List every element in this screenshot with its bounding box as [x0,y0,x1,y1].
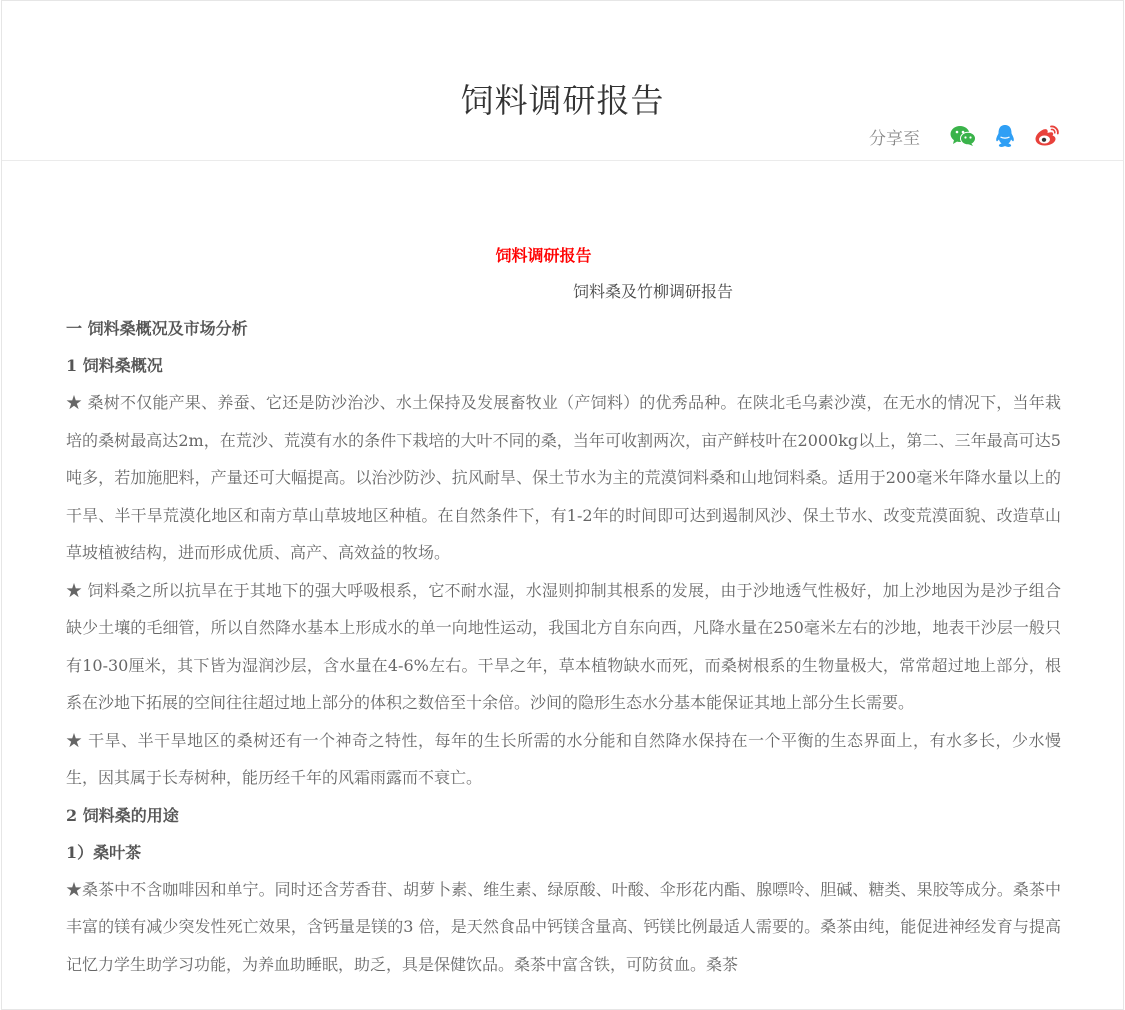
article-subtitle: 饲料桑及竹柳调研报告 [573,282,734,301]
qq-icon[interactable] [991,122,1019,150]
paragraph: ★ 饲料桑之所以抗旱在于其地下的强大呼吸根系，它不耐水湿，水湿则抑制其根系的发展，由于沙地透气性极好，加上沙地因为是沙子组合缺少土壤的毛细管，所以自然降水基本上形成水的单一向地性运动，我国北方自东向西，凡降水量在250毫米左右的沙地，地表干沙层一般只有10-30厘米，其下皆为湿润沙层，含水量在4-6%左右。干旱之年，草本植物缺水而死，而桑树根系的生物量极大，常常超过地上部分，根系在沙地下拓展的空间往往超过地上部分的体积之数倍至十余倍。沙间的隐形生态水分基本能保证其地上部分生长需要。 [66,580,1061,712]
paragraph: ★ 干旱、半干旱地区的桑树还有一个神奇之特性，每年的生长所需的水分能和自然降水保持在一个平衡的生态界面上，有水多长，少水慢生，因其属于长寿树种，能历经千年的风霜雨露而不衰亡。 [66,730,1061,787]
subsection-heading: 1）桑叶茶 [66,842,142,862]
page-title: 饲料调研报告 [460,81,665,121]
section-heading: 一 饲料桑概况及市场分析 [66,319,248,338]
wechat-icon[interactable] [949,122,977,150]
page-header [2,1,1123,161]
article-title: 饲料调研报告 [495,246,592,265]
weibo-icon[interactable] [1033,122,1061,150]
paragraph: ★ 桑树不仅能产果、养蚕、它还是防沙治沙、水土保持及发展畜牧业（产饲料）的优秀品种。在陕北毛乌素沙漠，在无水的情况下，当年栽培的桑树最高达2m，在荒沙、荒漠有水的条件下栽培的大叶不同的桑，当年可收割两次，亩产鲜枝叶在2000kg以上，第二、三年最高可达5吨多，若加施肥料，产量还可大幅提高。以治沙防沙、抗风耐旱、保土节水为主的荒漠饲料桑和山地饲料桑。适用于200毫米年降水量以上的干旱、半干旱荒漠化地区和南方草山草坡地区种植。在自然条件下，有1-2年的时间即可达到遏制风沙、保土节水、改变荒漠面貌、改造草山草坡植被结构，进而形成优质、高产、高效益的牧场。 [66,393,1061,562]
page [1,0,1124,1010]
subsection-heading: 1 饲料桑概况 [66,356,163,375]
article-body [66,239,1061,983]
subsection-heading: 2 饲料桑的用途 [66,805,179,825]
paragraph: ★桑茶中不含咖啡因和单宁。同时还含芳香苷、胡萝卜素、维生素、绿原酸、叶酸、伞形花内酯、腺嘌呤、胆碱、糖类、果胶等成分。桑茶中丰富的镁有减少突发性死亡效果，含钙量是镁的3 倍，是天然食品中钙镁含量高、钙镁比例最适人需要的。桑茶由纯，能促进神经发育与提高记忆力学生助学习功能，为养血助睡眠，助乏，具是保健饮品。桑茶中富含铁，可防贫血。桑茶 [66,879,1061,974]
share-bar [869,121,1061,151]
share-label: 分享至 [869,128,920,149]
